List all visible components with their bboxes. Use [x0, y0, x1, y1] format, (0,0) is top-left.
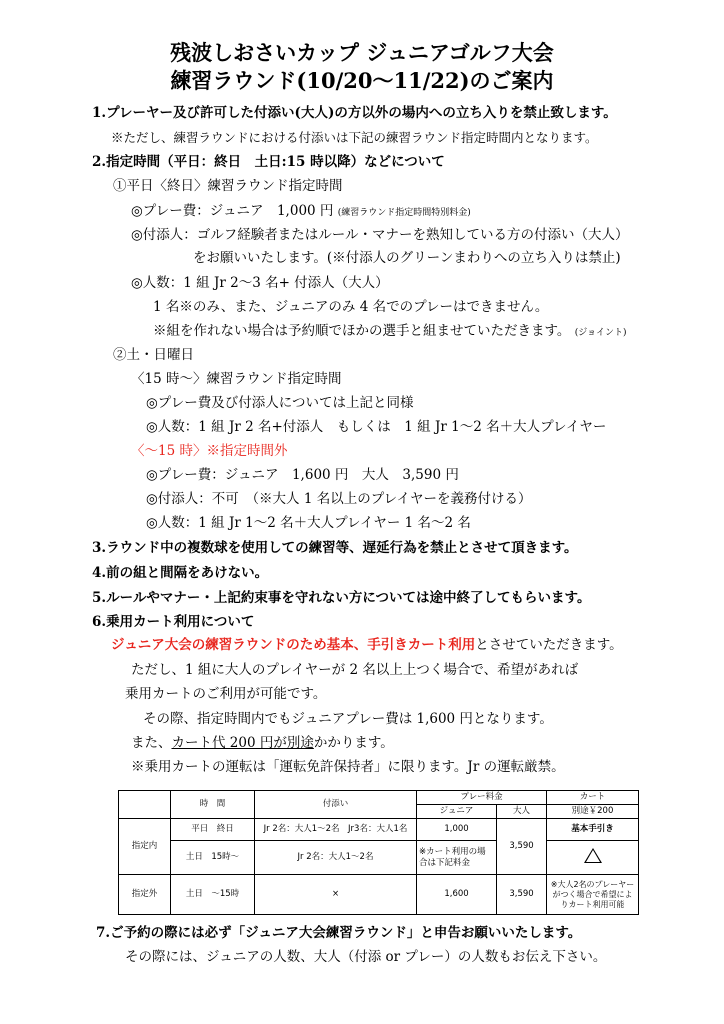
weekday-label: ①平日〈終日〉練習ラウンド指定時間: [113, 178, 343, 194]
row1-time: 平日 終日: [171, 819, 255, 841]
header-adult: 大人: [497, 805, 547, 819]
header-junior: ジュニア: [417, 805, 497, 819]
cart-line-3: 乗用カートのご利用が可能です。: [125, 686, 327, 702]
cart-basic-red: ジュニア大会の練習ラウンドのため基本、手引きカート利用: [111, 637, 476, 653]
weekday-companion-2: をお願いいたします。(※付添人のグリーンまわりへの立ち入りは禁止): [193, 250, 621, 266]
weekend-before-label: 〈～15 時〉※指定時間外: [131, 443, 288, 459]
weekday-fee: [131, 202, 471, 222]
section-1-heading: 1.プレーヤー及び許可した付添い(大人)の方以外の場内への立ち入りを禁止致します。: [92, 105, 617, 121]
triangle-icon: [584, 848, 602, 863]
cart-basic-tail: とさせていただきます。: [475, 637, 623, 653]
inside-adult: 3,590: [497, 819, 547, 875]
title-line-2: 練習ラウンド(10/20～11/22)のご案内: [170, 68, 554, 93]
weekday-fee-text: ◎プレー費：ジュニア 1,000 円: [131, 203, 334, 219]
weekday-fee-note: (練習ラウンド指定時間特別料金): [337, 208, 471, 218]
header-fee: プレー料金: [417, 791, 547, 805]
weekday-people-note-2-text: ※組を作れない場合は予約順でほかの選手と組ませていただきます。: [153, 323, 571, 339]
weekend-after-label: 〈15 時～〉練習ラウンド指定時間: [131, 371, 342, 387]
header-time: 時 間: [171, 791, 255, 819]
cart-line-6: ※乗用カートの運転は「運転免許保持者」に限ります。Jr の運転厳禁。: [131, 759, 565, 775]
section-3-heading: 3.ラウンド中の複数球を使用しての練習等、遅延行為を禁止とさせて頂きます。: [92, 540, 578, 556]
row3-companion: ×: [255, 875, 417, 915]
row1-junior: 1,000: [417, 819, 497, 841]
weekend-before-people: ◎人数：1 組 Jr 1～2 名＋大人プレイヤー 1 名～2 名: [146, 515, 471, 531]
header-cart-sub: 別途￥200: [547, 805, 639, 819]
row2-cart: [547, 841, 639, 875]
row1-cart: 基本手引き: [547, 819, 639, 841]
cart-line-5-pre: また、: [131, 735, 172, 751]
section-1-note: ※ただし、練習ラウンドにおける付添いは下記の練習ラウンド指定時間内となります。: [111, 130, 598, 145]
weekday-people: ◎人数：1 組 Jr 2～3 名+ 付添人（大人）: [131, 275, 389, 291]
cart-line-4: その際、指定時間内でもジュニアプレー費は 1,600 円となります。: [143, 711, 553, 727]
inside-label: 指定内: [119, 819, 171, 875]
weekend-before-companion: ◎付添人：不可 （※大人 1 名以上のプレイヤーを義務付ける）: [146, 491, 532, 507]
section-5-heading: 5.ルールやマナー・上記約束事を守れない方については途中終了してもらいます。: [92, 590, 591, 606]
section-7-heading: 7.ご予約の際には必ず「ジュニア大会練習ラウンド」と申告お願いいたします。: [96, 925, 582, 941]
weekend-after-people: ◎人数：1 組 Jr 2 名+付添人 もしくは 1 組 Jr 1～2 名＋大人プレイヤー: [146, 419, 607, 435]
weekday-people-note-2: [153, 322, 627, 342]
weekend-label: ②土・日曜日: [113, 347, 194, 363]
row3-cart: ※大人2名のプレーヤーがつく場合で希望によりカート利用可能: [547, 875, 639, 915]
outside-label: 指定外: [119, 875, 171, 915]
section-2-heading: 2.指定時間（平日：終日 土日:15 時以降）などについて: [92, 154, 445, 170]
weekend-before-fee: ◎プレー費：ジュニア 1,600 円 大人 3,590 円: [146, 467, 459, 483]
fee-table: [118, 790, 639, 915]
header-cart: カート: [547, 791, 639, 805]
row3-adult: 3,590: [497, 875, 547, 915]
cart-line-5-post: かかります。: [313, 735, 394, 751]
cart-line-5: [131, 734, 394, 752]
cart-basic-line: [111, 636, 623, 654]
row1-companion: Jr 2名：大人1～2名 Jr3名：大人1名: [255, 819, 417, 841]
section-4-heading: 4.前の組と間隔をあけない。: [92, 565, 269, 581]
row3-junior: 1,600: [417, 875, 497, 915]
row2-junior-note: ※カート利用の場合は下記料金: [417, 841, 497, 875]
weekday-companion-1: ◎付添人：ゴルフ経験者またはルール・マナーを熟知している方の付添い（大人）: [131, 227, 629, 243]
title-line-1: 残波しおさいカップ ジュニアゴルフ大会: [170, 40, 554, 65]
section-6-heading: 6.乗用カート利用について: [92, 614, 255, 630]
row2-time: 土日 15時～: [171, 841, 255, 875]
section-7-note: その際には、ジュニアの人数、大人（付添 or プレー）の人数もお伝え下さい。: [125, 949, 607, 965]
header-blank: [119, 791, 171, 819]
header-companion: 付添い: [255, 791, 417, 819]
row2-companion: Jr 2名：大人1～2名: [255, 841, 417, 875]
joint-note: (ジョイント): [574, 328, 627, 338]
weekday-people-note-1: 1 名※のみ、また、ジュニアのみ 4 名でのプレーはできません。: [153, 299, 549, 315]
cart-line-2: ただし、1 組に大人のプレイヤーが 2 名以上上つく場合で、希望があれば: [131, 662, 579, 678]
row3-time: 土日 ～15時: [171, 875, 255, 915]
weekend-after-fee: ◎プレー費及び付添人については上記と同様: [146, 395, 414, 411]
cart-fee-underlined: カート代 200 円が別途: [171, 735, 314, 751]
